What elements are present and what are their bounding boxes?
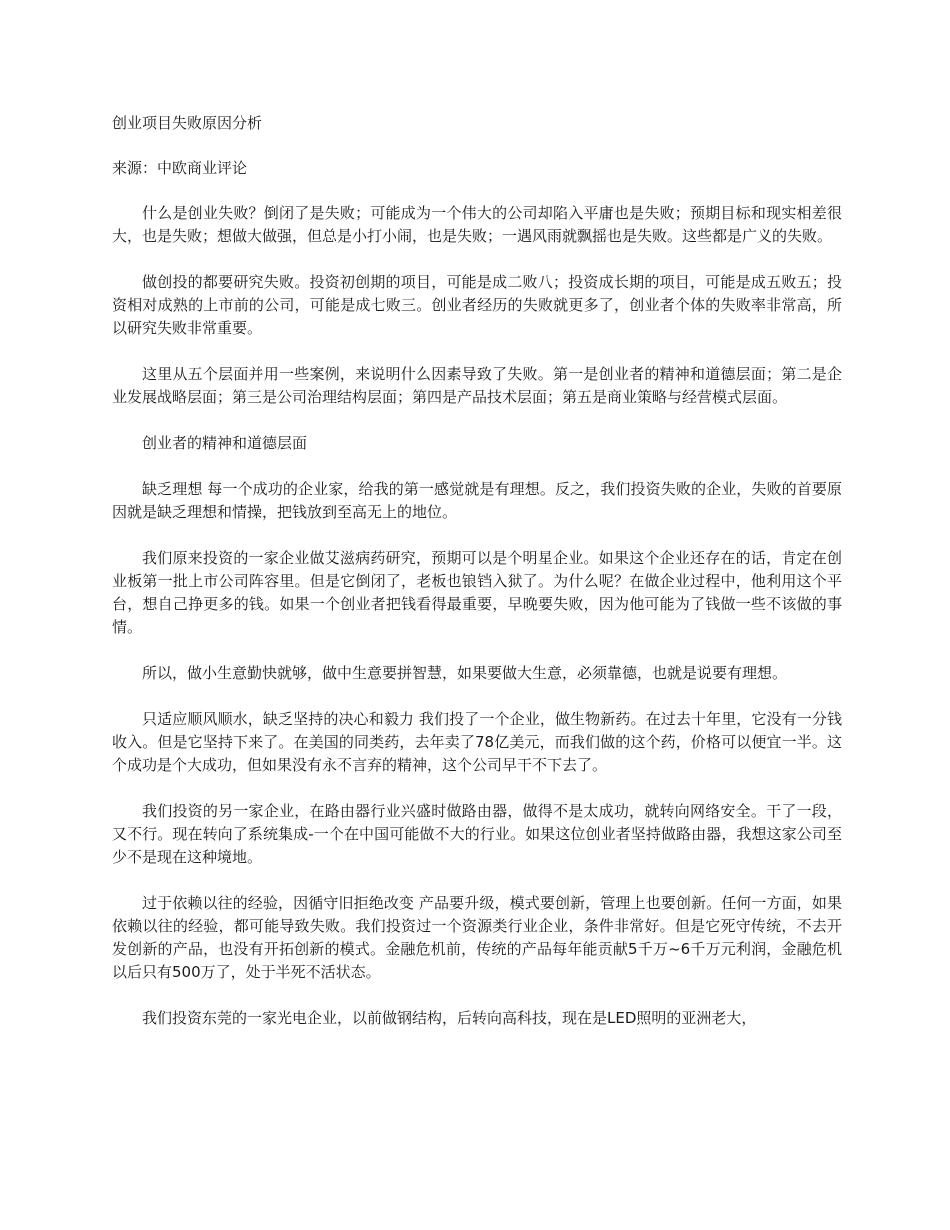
paragraph-10: 我们投资东莞的一家光电企业，以前做钢结构，后转向高科技，现在是LED照明的亚洲老大，	[142, 1009, 757, 1027]
document-title: 创业项目失败原因分析	[112, 114, 263, 132]
paragraph-9: 过于依赖以往的经验，因循守旧拒绝改变 产品要升级，模式要创新，管理上也要创新。任何一方面，如果依赖以往的经验，都可能导致失败。我们投资过一个资源类行业企业，条件非常好。但是它死守传统，不去开发创新的产品，也没有开拓创新的模式。金融危机前，传统的产品每年能贡献5千万~6千万元利润，金融危机以后只有500万了，处于半死不活状态。	[112, 894, 842, 981]
section-heading: 创业者的精神和道德层面	[142, 434, 308, 452]
document-page	[112, 112, 842, 1212]
paragraph-5: 我们原来投资的一家企业做艾滋病药研究，预期可以是个明星企业。如果这个企业还存在的话，肯定在创业板第一批上市公司阵容里。但是它倒闭了，老板也锒铛入狱了。为什么呢？在做企业过程中，他利用这个平台，想自己挣更多的钱。如果一个创业者把钱看得最重要，早晚要失败，因为他可能为了钱做一些不该做的事情。	[112, 549, 842, 636]
document-source: 来源：中欧商业评论	[112, 159, 248, 177]
paragraph-1: 什么是创业失败？倒闭了是失败；可能成为一个伟大的公司却陷入平庸也是失败；预期目标和现实相差很大，也是失败；想做大做强，但总是小打小闹，也是失败；一遇风雨就飘摇也是失败。这些都是广义的失败。	[112, 204, 842, 245]
paragraph-7: 只适应顺风顺水，缺乏坚持的决心和毅力 我们投了一个企业，做生物新药。在过去十年里，它没有一分钱收入。但是它坚持下来了。在美国的同类药，去年卖了78亿美元，而我们做的这个药，价格可以便宜一半。这个成功是个大成功，但如果没有永不言弃的精神，这个公司早干不下去了。	[112, 710, 842, 774]
paragraph-3: 这里从五个层面并用一些案例，来说明什么因素导致了失败。第一是创业者的精神和道德层面；第二是企业发展战略层面；第三是公司治理结构层面；第四是产品技术层面；第五是商业策略与经营模式层面。	[112, 365, 842, 406]
paragraph-6: 所以，做小生意勤快就够，做中生意要拼智慧，如果要做大生意，必须靠德，也就是说要有理想。	[142, 664, 788, 682]
paragraph-4: 缺乏理想 每一个成功的企业家，给我的第一感觉就是有理想。反之，我们投资失败的企业，失败的首要原因就是缺乏理想和情操，把钱放到至高无上的地位。	[112, 480, 842, 521]
paragraph-8: 我们投资的另一家企业，在路由器行业兴盛时做路由器，做得不是太成功，就转向网络安全。干了一段，又不行。现在转向了系统集成-一个在中国可能做不大的行业。如果这位创业者坚持做路由器，我想这家公司至少不是现在这种境地。	[112, 802, 842, 866]
paragraph-2: 做创投的都要研究失败。投资初创期的项目，可能是成二败八；投资成长期的项目，可能是成五败五；投资相对成熟的上市前的公司，可能是成七败三。创业者经历的失败就更多了，创业者个体的失败率非常高，所以研究失败非常重要。	[112, 273, 842, 337]
